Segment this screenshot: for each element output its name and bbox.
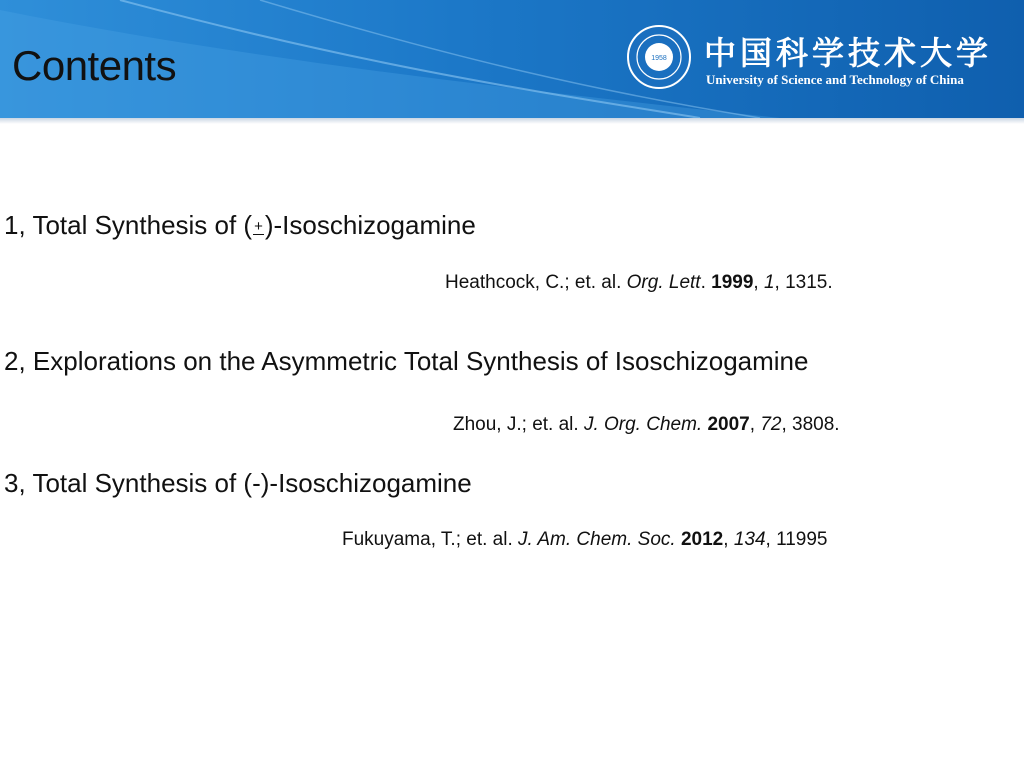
header-banner <box>0 0 1024 118</box>
ref-2-journal: J. Org. Chem. <box>583 414 703 435</box>
item-1-prefix: 1, Total Synthesis of ( <box>4 210 253 240</box>
ref-1-comma: , <box>753 272 764 293</box>
plus-minus-symbol: + <box>254 218 263 236</box>
header-divider <box>0 118 1024 124</box>
ref-1-volume: 1 <box>763 272 775 293</box>
ref-3-comma: , <box>723 529 734 550</box>
ref-3-pages: , 11995 <box>765 529 828 550</box>
university-seal-logo <box>626 24 692 90</box>
university-name-en: University of Science and Technology of China <box>706 72 964 87</box>
reference-3 <box>342 529 828 551</box>
ref-3-volume: 134 <box>733 529 766 550</box>
ref-1-separator: . <box>700 272 712 293</box>
item-1-suffix: )-Isoschizogamine <box>264 210 476 240</box>
content-item-2: 2, Explorations on the Asymmetric Total Synthesis of Isoschizogamine <box>4 346 809 376</box>
ref-2-pages: , 3808. <box>781 414 840 435</box>
content-item-1 <box>4 210 476 241</box>
reference-2 <box>453 414 840 436</box>
reference-1 <box>445 272 833 294</box>
ref-2-comma: , <box>749 414 761 435</box>
ref-1-journal: Org. Lett <box>626 272 701 293</box>
logo-year: 1958 <box>651 55 667 62</box>
ref-3-journal: J. Am. Chem. Soc. <box>518 529 676 550</box>
ref-2-year: 2007 <box>707 414 750 435</box>
university-name-cn: 中国科学技术大学 <box>704 34 993 72</box>
ref-1-year: 1999 <box>711 272 754 293</box>
ref-1-authors: Heathcock, C.; et. al. <box>445 272 627 293</box>
ref-1-pages: , 1315. <box>774 272 833 293</box>
ref-3-year: 2012 <box>680 529 724 550</box>
content-item-3: 3, Total Synthesis of (-)-Isoschizogamine <box>4 468 472 498</box>
page-title: Contents <box>12 42 177 89</box>
ref-2-volume: 72 <box>760 414 782 435</box>
ref-2-authors: Zhou, J.; et. al. <box>453 414 584 435</box>
ref-3-authors: Fukuyama, T.; et. al. <box>342 529 519 550</box>
